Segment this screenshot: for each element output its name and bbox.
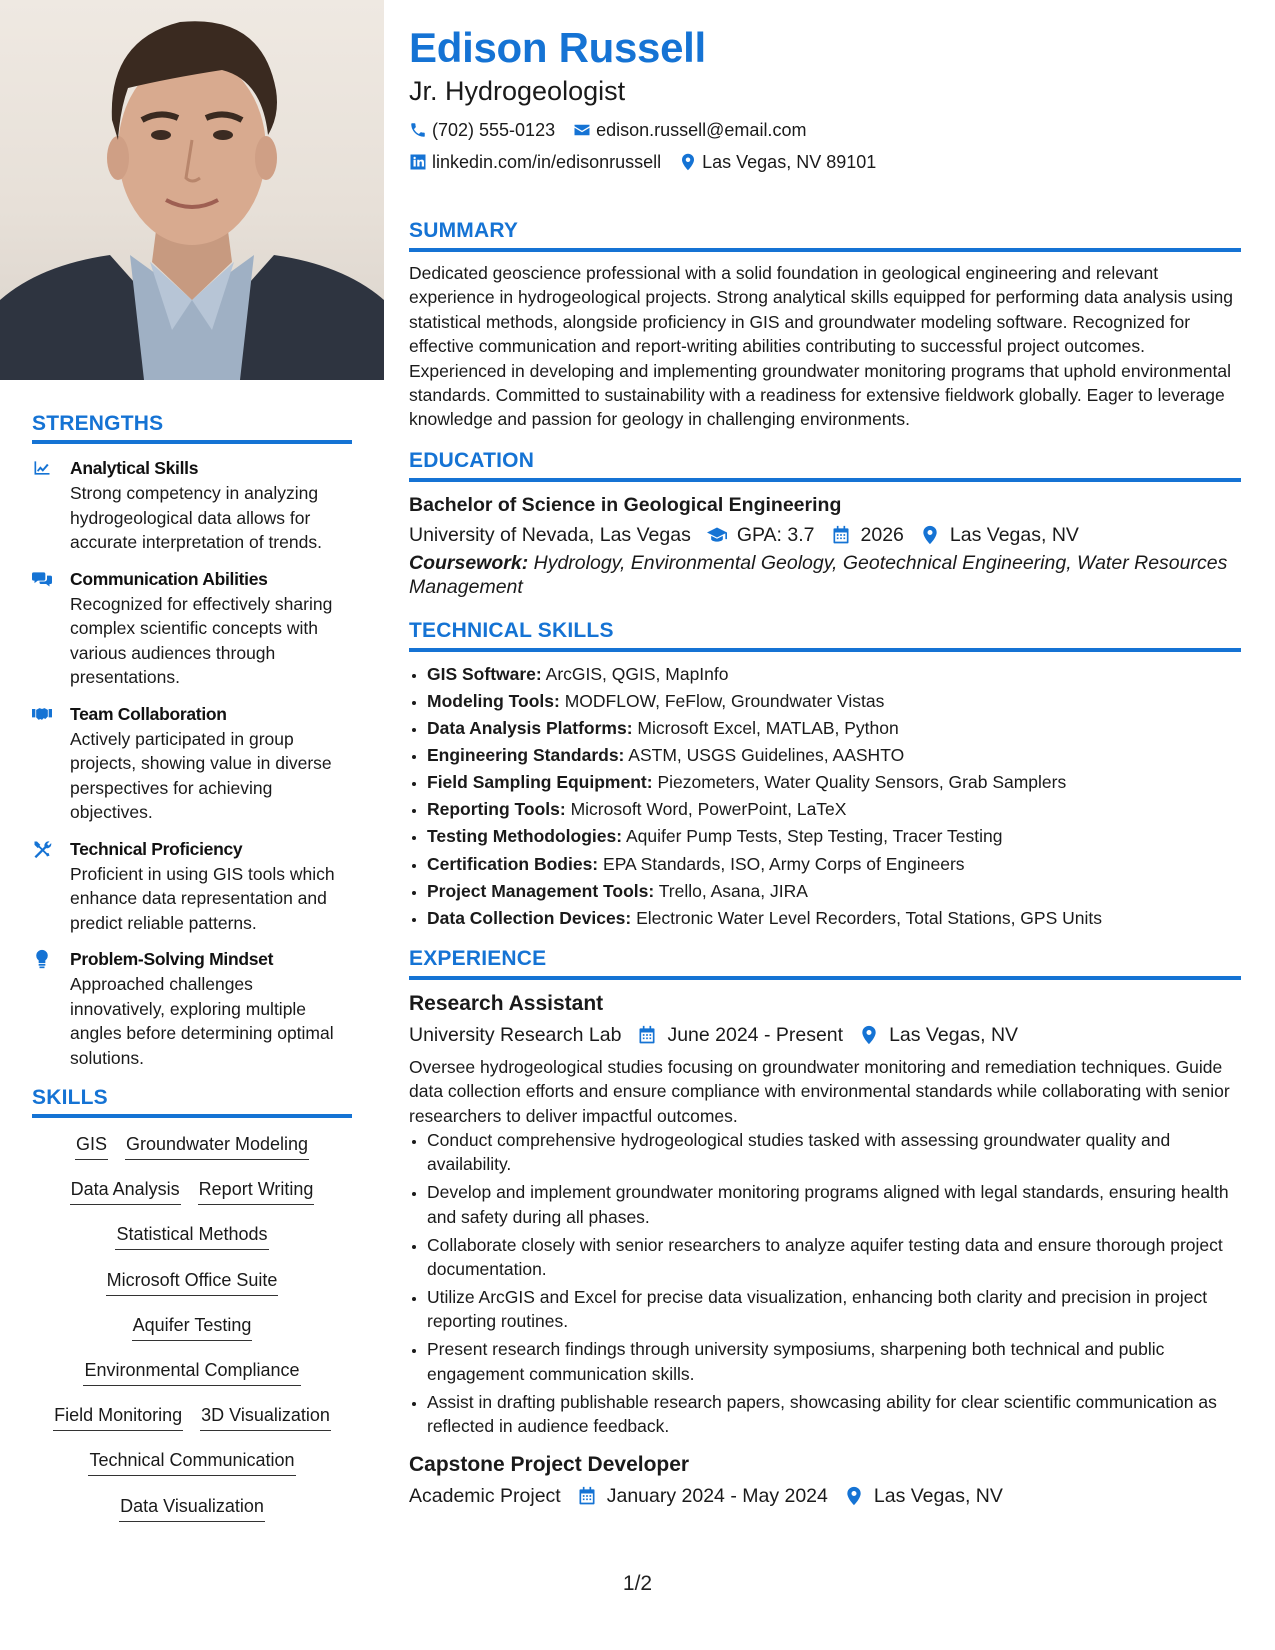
- skill-row: [32, 1448, 352, 1493]
- skill-row: [32, 1358, 352, 1403]
- gpa-text: GPA: 3.7: [736, 523, 815, 546]
- skill-row: [32, 1403, 352, 1448]
- list-item: • Field Sampling Equipment: Piezometers, Water Quality Sensors, Grab Samplers: [427, 769, 1241, 796]
- strength-description: Approached challenges innovatively, exploring multiple angles before determining optimal solutions.: [70, 974, 334, 1068]
- job-description: Oversee hydrogeological studies focusing on groundwater monitoring and remediation techniques. Guide data collection efforts and ensure compliance with environmental standards while collaborating with senior researchers to deliver impactful outcomes.: [409, 1056, 1230, 1126]
- strength-item: [32, 456, 352, 555]
- list-item: • Testing Methodologies: Aquifer Pump Tests, Step Testing, Tracer Testing: [427, 823, 1241, 850]
- location-text: Las Vegas, NV: [949, 523, 1079, 546]
- list-item: • Engineering Standards: ASTM, USGS Guidelines, AASHTO: [427, 742, 1241, 769]
- location-text: Las Vegas, NV 89101: [702, 152, 877, 172]
- job-entry: [409, 1450, 1241, 1512]
- skill-row: [32, 1177, 352, 1222]
- handshake-icon: [32, 702, 70, 825]
- job-meta: [409, 1480, 1241, 1512]
- linkedin-icon: [409, 153, 427, 171]
- job-meta: [409, 1019, 1241, 1051]
- strength-description: Proficient in using GIS tools which enhance data representation and predict reliable patterns.: [70, 863, 335, 933]
- profile-photo: [0, 0, 384, 380]
- calendar-icon: [637, 1025, 657, 1045]
- job-location: Las Vegas, NV: [844, 1480, 1003, 1512]
- strength-name: Team Collaboration: [70, 703, 227, 724]
- skill-row: [32, 1313, 352, 1358]
- job-title: Capstone Project Developer: [409, 1453, 690, 1477]
- strength-name: Communication Abilities: [70, 568, 268, 589]
- skill-tag: Data Analysis: [70, 1177, 181, 1205]
- coursework-label: Coursework:: [409, 551, 529, 574]
- skills-list: [32, 1132, 352, 1539]
- job-dates: June 2024 - Present: [637, 1019, 843, 1051]
- skills-heading: SKILLS: [32, 1086, 352, 1118]
- strength-description: Recognized for effectively sharing complex scientific concepts with various audiences through presentations.: [70, 593, 333, 687]
- skill-tag: Report Writing: [198, 1177, 315, 1205]
- skill-tag: Data Visualization: [119, 1494, 265, 1522]
- contact-row: [409, 146, 1241, 178]
- tools-icon: [32, 837, 70, 936]
- strength-item: [32, 947, 352, 1070]
- job-dates: January 2024 - May 2024: [577, 1480, 828, 1512]
- strength-name: Technical Proficiency: [70, 838, 243, 859]
- email-text: edison.russell@email.com: [596, 120, 807, 140]
- summary-heading: SUMMARY: [409, 218, 1241, 252]
- list-item: • Modeling Tools: MODFLOW, FeFlow, Groundwater Vistas: [427, 688, 1241, 715]
- summary-text: Dedicated geoscience professional with a solid foundation in geological engineering and relevant experience in hydrogeological projects. Strong analytical skills equipped for performing data analysis using statistical methods, alongside proficiency in GIS and groundwater modeling software. Recognized for effective communication and report-writing abilities contributing to successful project outcomes. Experienced in developing and implementing groundwater monitoring programs that uphold environmental standards. Committed to sustainability with a readiness for extensive fieldwork globally. Eager to leverage knowledge and passion for geology in challenging environments.: [409, 263, 1233, 430]
- map-marker-icon: [679, 153, 697, 171]
- email-contact[interactable]: [573, 114, 806, 146]
- technical-skills-heading: TECHNICAL SKILLS: [409, 618, 1241, 652]
- skill-tag: Microsoft Office Suite: [106, 1268, 279, 1296]
- skill-row: [32, 1132, 352, 1177]
- list-item: • Reporting Tools: Microsoft Word, PowerPoint, LaTeX: [427, 796, 1241, 823]
- strength-name: Problem-Solving Mindset: [70, 949, 274, 969]
- strength-item: [32, 567, 352, 690]
- calendar-icon: [577, 1486, 597, 1506]
- skill-tag: GIS: [75, 1132, 108, 1160]
- left-column: [32, 412, 352, 1539]
- linkedin-contact[interactable]: [409, 146, 661, 178]
- skill-tag: Statistical Methods: [115, 1222, 268, 1250]
- coursework: [409, 551, 1241, 600]
- list-item: • Present research findings through university symposiums, sharpening both technical and public engagement communication skills.: [427, 1337, 1241, 1386]
- list-item: • Project Management Tools: Trello, Asana, JIRA: [427, 878, 1241, 905]
- strength-description: Actively participated in group projects, showing value in diverse perspectives for achieving objectives.: [70, 728, 332, 822]
- job-entry: [409, 989, 1241, 1439]
- job-org: Academic Project: [409, 1485, 561, 1508]
- skill-row: [32, 1222, 352, 1267]
- list-item: • Develop and implement groundwater monitoring programs aligned with legal standards, ensuring health and safety during all phases.: [427, 1180, 1241, 1229]
- candidate-name: Edison Russell: [409, 24, 706, 71]
- technical-skills-list: [409, 661, 1241, 932]
- skill-row: [32, 1494, 352, 1539]
- education-meta: [409, 519, 1241, 551]
- skill-tag: Technical Communication: [88, 1448, 295, 1476]
- skill-tag: Aquifer Testing: [132, 1313, 253, 1341]
- graduation-cap-icon: [707, 525, 727, 545]
- skill-tag: Environmental Compliance: [83, 1358, 300, 1386]
- strength-description: Strong competency in analyzing hydrogeological data allows for accurate interpretation of trends.: [70, 483, 322, 552]
- job-location: Las Vegas, NV: [859, 1019, 1018, 1051]
- page-number: 1/2: [622, 1572, 653, 1595]
- phone-contact[interactable]: [409, 114, 555, 146]
- list-item: • Collaborate closely with senior researchers to analyze aquifer testing data and ensure thorough project documentation.: [427, 1233, 1241, 1282]
- skill-row: [32, 1268, 352, 1313]
- contact-row: [409, 114, 1241, 146]
- grad-year: [831, 519, 904, 551]
- coursework-text: Hydrology, Environmental Geology, Geotechnical Engineering, Water Resources Management: [409, 551, 1228, 599]
- skill-tag: Field Monitoring: [53, 1403, 183, 1431]
- skill-tag: Groundwater Modeling: [125, 1132, 309, 1160]
- list-item: • Utilize ArcGIS and Excel for precise data visualization, enhancing both clarity and precision in project reporting routines.: [427, 1285, 1241, 1334]
- list-item: • Certification Bodies: EPA Standards, ISO, Army Corps of Engineers: [427, 851, 1241, 878]
- job-title: Research Assistant: [409, 991, 604, 1015]
- year-text: 2026: [860, 523, 904, 546]
- job-org: University Research Lab: [409, 1023, 622, 1046]
- education-heading: EDUCATION: [409, 448, 1241, 482]
- job-bullets: [409, 1128, 1241, 1438]
- comments-icon: [32, 567, 70, 690]
- strengths-heading: STRENGTHS: [32, 412, 352, 444]
- list-item: • Data Analysis Platforms: Microsoft Excel, MATLAB, Python: [427, 715, 1241, 742]
- degree-title: Bachelor of Science in Geological Engineering: [409, 493, 842, 516]
- chart-line-icon: [32, 456, 70, 555]
- list-item: • Assist in drafting publishable research papers, showcasing ability for clear scientific communication as reflected in audience feedback.: [427, 1390, 1241, 1439]
- map-marker-icon: [844, 1486, 864, 1506]
- school: [409, 519, 691, 551]
- school-location: [920, 519, 1079, 551]
- list-item: • Conduct comprehensive hydrogeological studies tasked with assessing groundwater quality and availability.: [427, 1128, 1241, 1177]
- strength-name: Analytical Skills: [70, 458, 199, 478]
- list-item: • Data Collection Devices: Electronic Water Level Recorders, Total Stations, GPS Units: [427, 905, 1241, 932]
- school-name: University of Nevada, Las Vegas: [409, 523, 691, 546]
- phone-icon: [409, 121, 427, 139]
- calendar-icon: [831, 525, 851, 545]
- envelope-icon: [573, 121, 591, 139]
- strength-item: [32, 702, 352, 825]
- linkedin-text: linkedin.com/in/edisonrussell: [432, 152, 662, 172]
- lightbulb-icon: [32, 947, 70, 1070]
- strength-item: [32, 837, 352, 936]
- candidate-title: Jr. Hydrogeologist: [409, 76, 626, 106]
- location-contact: [679, 146, 876, 178]
- map-marker-icon: [859, 1025, 879, 1045]
- skill-tag: 3D Visualization: [200, 1403, 331, 1431]
- phone-text: (702) 555-0123: [432, 120, 556, 140]
- right-column: [409, 22, 1241, 1512]
- list-item: • GIS Software: ArcGIS, QGIS, MapInfo: [427, 661, 1241, 688]
- experience-heading: EXPERIENCE: [409, 946, 1241, 980]
- map-marker-icon: [920, 525, 940, 545]
- gpa: [707, 519, 815, 551]
